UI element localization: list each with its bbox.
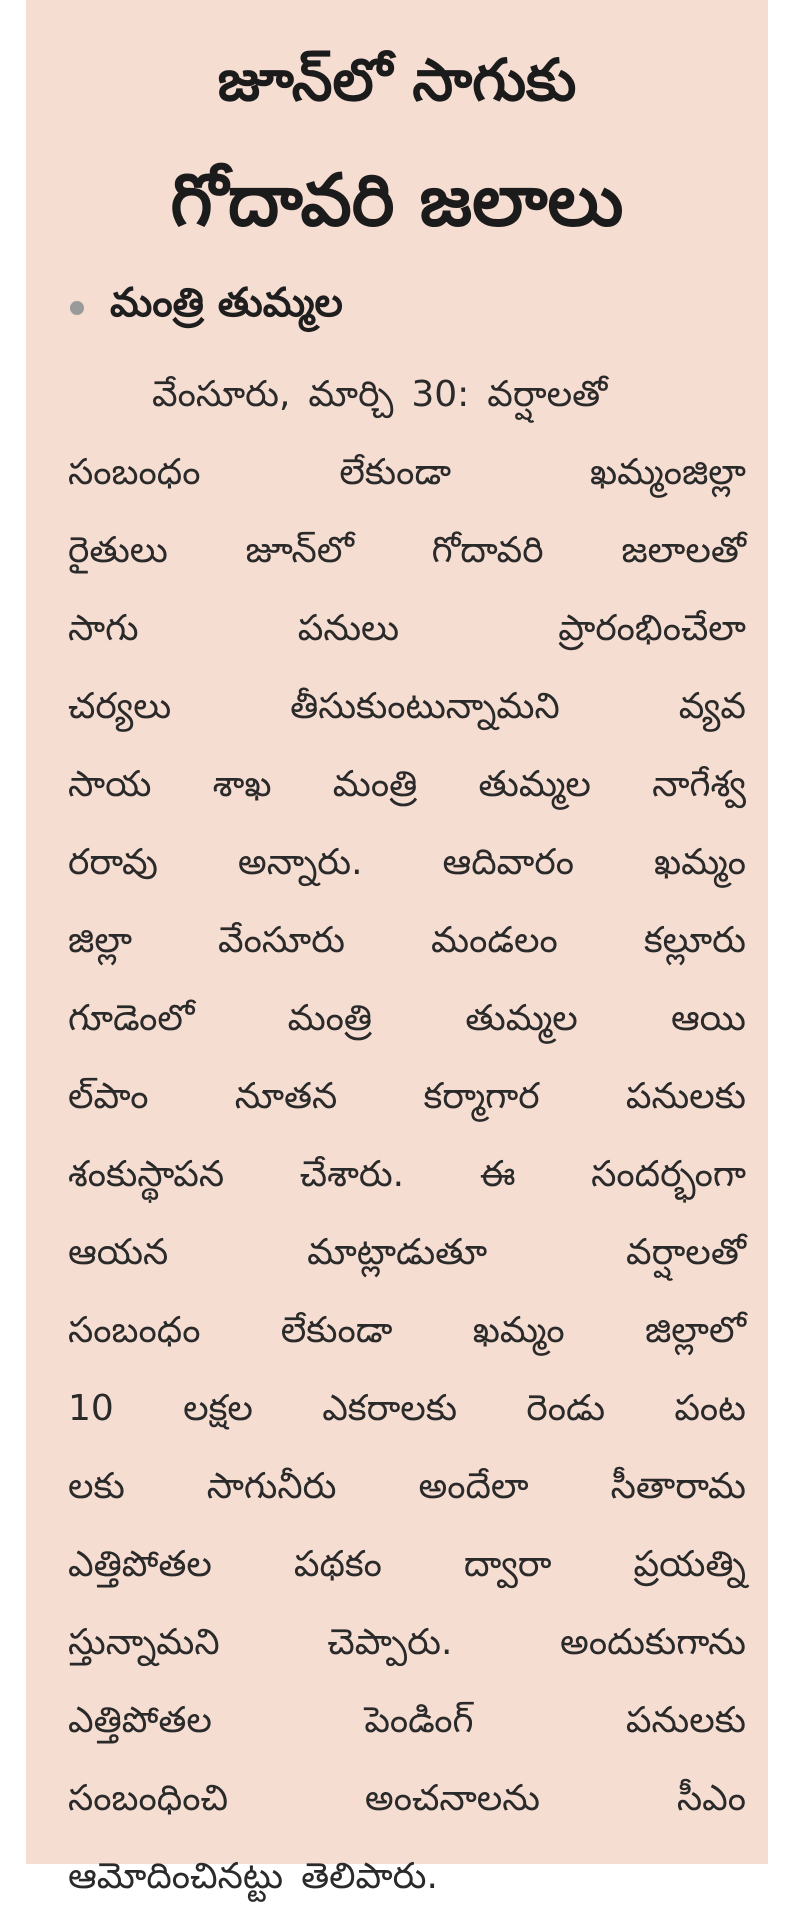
article-word: ప్రారంభించేలా: [558, 608, 746, 649]
article-word: సంబంధం: [68, 452, 201, 493]
article-word: వేంసూరు: [218, 920, 346, 961]
article-word: ద్వారా: [463, 1544, 552, 1585]
byline: [70, 276, 343, 340]
article-word: పనులకు: [625, 1700, 746, 1741]
article-line: [68, 980, 746, 1058]
article-word: చేశారు.: [299, 1154, 405, 1195]
article-word: రెండు: [526, 1388, 606, 1429]
bullet-icon: [70, 301, 84, 315]
article-word: సాగునీరు: [206, 1466, 337, 1507]
article-word: ఆమోదించినట్టు: [68, 1856, 284, 1897]
news-clipping: [26, 0, 768, 1897]
article-word: లేకుండా: [280, 1310, 393, 1351]
article-line: [68, 512, 746, 590]
article-line: [68, 1526, 746, 1604]
article-word: అందేలా: [418, 1466, 529, 1507]
article-word: పనులు: [297, 608, 400, 649]
article-word: పథకం: [293, 1544, 382, 1585]
article-word: లకు: [68, 1466, 125, 1507]
article-line: [68, 824, 746, 902]
article-word: పెండింగ్: [364, 1700, 474, 1741]
article-word: ఖమ్మం: [653, 842, 746, 883]
article-word: పంట: [674, 1388, 746, 1429]
article-word: వేంసూరు,: [152, 374, 291, 415]
article-line: [68, 1370, 746, 1448]
article-word: ఖమ్మంజిల్లా: [589, 452, 746, 493]
article-word: ఈ: [479, 1154, 516, 1195]
article-word: ఎకరాలకు: [322, 1388, 458, 1429]
article-line: [68, 1682, 746, 1760]
article-line: [68, 1136, 746, 1214]
article-word: వర్షాలతో: [487, 374, 608, 415]
article-word: మంత్రి: [287, 998, 373, 1039]
article-line: [68, 590, 746, 668]
article-word: మంత్రి: [332, 764, 418, 805]
headline-line-2: గోదావరి జలాలు: [170, 158, 624, 242]
article-word: కల్లూరు: [643, 920, 746, 961]
article-line: [68, 1292, 746, 1370]
article-word: పనులకు: [625, 1076, 746, 1117]
article-line: [68, 668, 746, 746]
article-word: అంచనాలను: [364, 1778, 540, 1819]
article-word: లక్షల: [183, 1388, 253, 1429]
article-line: [68, 1058, 746, 1136]
article-word: జిల్లా: [68, 920, 133, 961]
article-word: జిల్లాలో: [644, 1310, 746, 1351]
article-word: సాగు: [68, 608, 139, 649]
article-word: 30:: [411, 374, 470, 415]
article-word: శాఖ: [212, 764, 272, 805]
article-word: ఆయి: [670, 998, 746, 1039]
article-word: గూడెంలో: [68, 998, 195, 1039]
article-word: చర్యలు: [68, 686, 172, 727]
article-word: సందర్భంగా: [591, 1154, 746, 1195]
article-word: అన్నారు.: [237, 842, 363, 883]
article-word: తుమ్మల: [478, 764, 591, 805]
article-line: [68, 746, 746, 824]
article-word: తీసుకుంటున్నామని: [290, 686, 560, 727]
article-word: సాయ: [68, 764, 152, 805]
headline-line-1: జూన్‌లో సాగుకు: [217, 46, 577, 114]
article-word: ఆదివారం: [442, 842, 574, 883]
article-word: ఎత్తిపోతల: [68, 1544, 212, 1585]
article-line: [68, 434, 746, 512]
article-word: ప్రయత్ని: [633, 1544, 746, 1585]
article-word: అందుకుగాను: [560, 1622, 746, 1663]
article-line: [68, 356, 746, 434]
article-word: మార్చి: [308, 374, 394, 415]
article-word: వ్యవ: [678, 686, 746, 727]
article-word: సంబంధం: [68, 1310, 201, 1351]
article-line: [68, 1214, 746, 1292]
article-line: [68, 902, 746, 980]
article-word: జూన్‌లో: [245, 530, 354, 571]
article-word: నాగేశ్వ: [652, 764, 746, 805]
article-body: [68, 356, 746, 1916]
article-word: జలాలతో: [621, 530, 746, 571]
article-word: ఎత్తిపోతల: [68, 1700, 212, 1741]
article-word: సంబంధించి: [68, 1778, 229, 1819]
article-word: లేకుండా: [339, 452, 452, 493]
article-word: రరావు: [68, 842, 158, 883]
article-word: మండలం: [431, 920, 558, 961]
article-word: సీతారామ: [610, 1466, 746, 1507]
article-line: [68, 1448, 746, 1526]
article-word: ఖమ్మం: [472, 1310, 565, 1351]
article-word: మాట్లాడుతూ: [307, 1232, 488, 1273]
article-word: శంకుస్థాపన: [68, 1154, 225, 1195]
article-word: కర్మాగార: [423, 1076, 540, 1117]
article-word: ల్‌పాం: [68, 1076, 149, 1117]
article-word: నూతన: [234, 1076, 338, 1117]
article-line: [68, 1838, 746, 1916]
byline-text: మంత్రి తుమ్మల: [110, 280, 343, 326]
article-line: [68, 1760, 746, 1838]
article-line: [68, 1604, 746, 1682]
article-word: రైతులు: [68, 530, 168, 571]
article-word: తెలిపారు.: [301, 1856, 438, 1897]
article-word: ఆయన: [68, 1232, 169, 1273]
article-word: స్తున్నామని: [68, 1622, 220, 1663]
article-word: వర్షాలతో: [625, 1232, 746, 1273]
article-word: చెప్పారు.: [327, 1622, 453, 1663]
article-word: సీఎం: [676, 1778, 746, 1819]
article-word: తుమ్మల: [465, 998, 578, 1039]
article-word: గోదావరి: [431, 530, 544, 571]
article-word: 10: [68, 1388, 114, 1429]
